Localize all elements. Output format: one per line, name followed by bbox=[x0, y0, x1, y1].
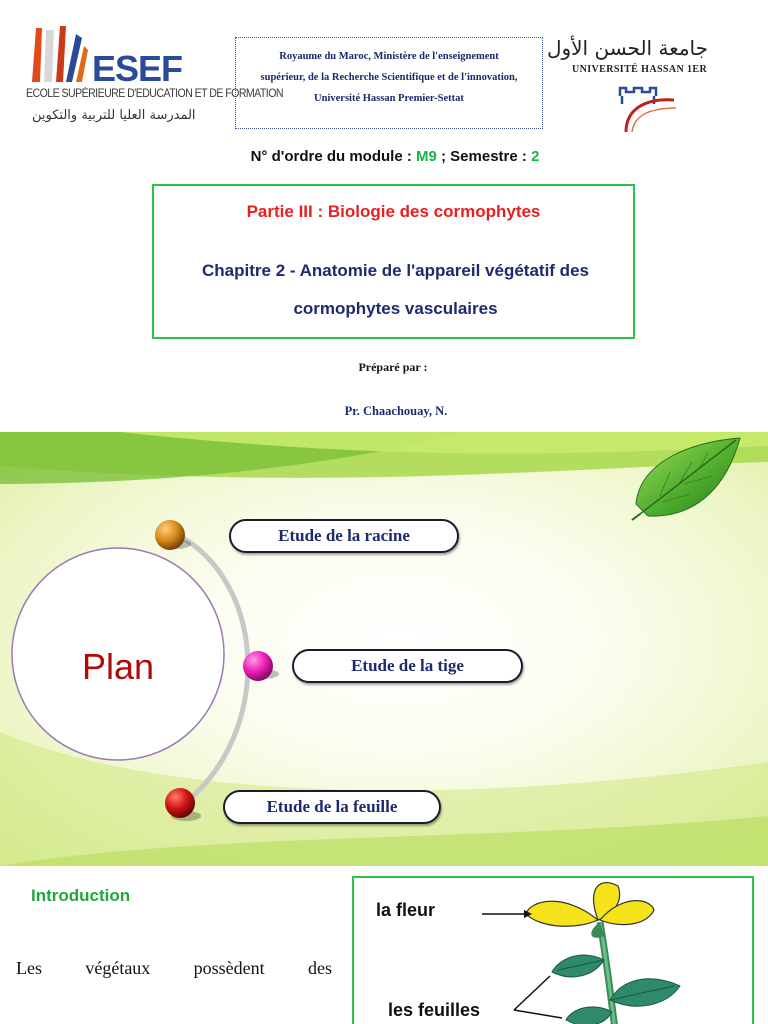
plan-slide bbox=[0, 432, 768, 866]
title-box bbox=[152, 184, 635, 339]
plan-item-tige[interactable]: Etude de la tige bbox=[292, 649, 523, 683]
institution-line-1: Royaume du Maroc, Ministère de l'enseignement bbox=[279, 51, 499, 62]
part-title: Partie III : Biologie des cormophytes bbox=[246, 202, 541, 221]
esef-logo bbox=[26, 22, 283, 134]
university-logo-arabic: جامعة الحسن الأول bbox=[546, 36, 708, 60]
university-logo-french: UNIVERSITÉ HASSAN 1ER bbox=[572, 64, 708, 75]
module-code: M9 bbox=[416, 148, 437, 165]
chapter-title: Chapitre 2 - Anatomie de l'appareil végétatif des cormophytes vasculaires bbox=[202, 261, 589, 318]
semester-label: ; Semestre : bbox=[436, 148, 532, 165]
university-logo bbox=[546, 36, 716, 136]
plan-bullet-2-icon bbox=[243, 651, 279, 681]
esef-logo-name: ESEF bbox=[92, 48, 183, 89]
university-emblem-icon bbox=[616, 78, 686, 134]
figure-label-fleur: la fleur bbox=[376, 900, 436, 920]
plant-figure bbox=[352, 876, 754, 1024]
prepared-by-label: Préparé par : bbox=[358, 360, 428, 374]
esef-logo-bars-icon bbox=[30, 24, 90, 84]
figure-label-feuilles: les feuilles bbox=[388, 1000, 481, 1020]
plan-title: Plan bbox=[81, 646, 155, 687]
institution-line-2: supérieur, de la Recherche Scientifique et de l'innovation, bbox=[260, 72, 518, 83]
semester-value: 2 bbox=[531, 148, 540, 165]
introduction-text: Les végétaux possèdent des bbox=[16, 958, 332, 978]
institution-box bbox=[235, 37, 543, 129]
plan-item-feuille[interactable]: Etude de la feuille bbox=[223, 790, 441, 824]
module-label: N° d'ordre du module : bbox=[250, 148, 416, 165]
plan-item-racine[interactable]: Etude de la racine bbox=[229, 519, 459, 553]
flower-icon bbox=[526, 883, 654, 938]
esef-logo-french: ECOLE SUPÉRIEURE D'EDUCATION ET DE FORMATION bbox=[26, 88, 283, 100]
author-name: Pr. Chaachouay, N. bbox=[344, 404, 448, 418]
institution-line-3: Université Hassan Premier-Settat bbox=[314, 93, 464, 104]
plan-bullet-1-icon bbox=[155, 520, 191, 550]
esef-logo-arabic: المدرسة العليا للتربية والتكوين bbox=[32, 108, 196, 123]
introduction-heading: Introduction bbox=[31, 886, 131, 905]
module-info bbox=[0, 148, 768, 165]
